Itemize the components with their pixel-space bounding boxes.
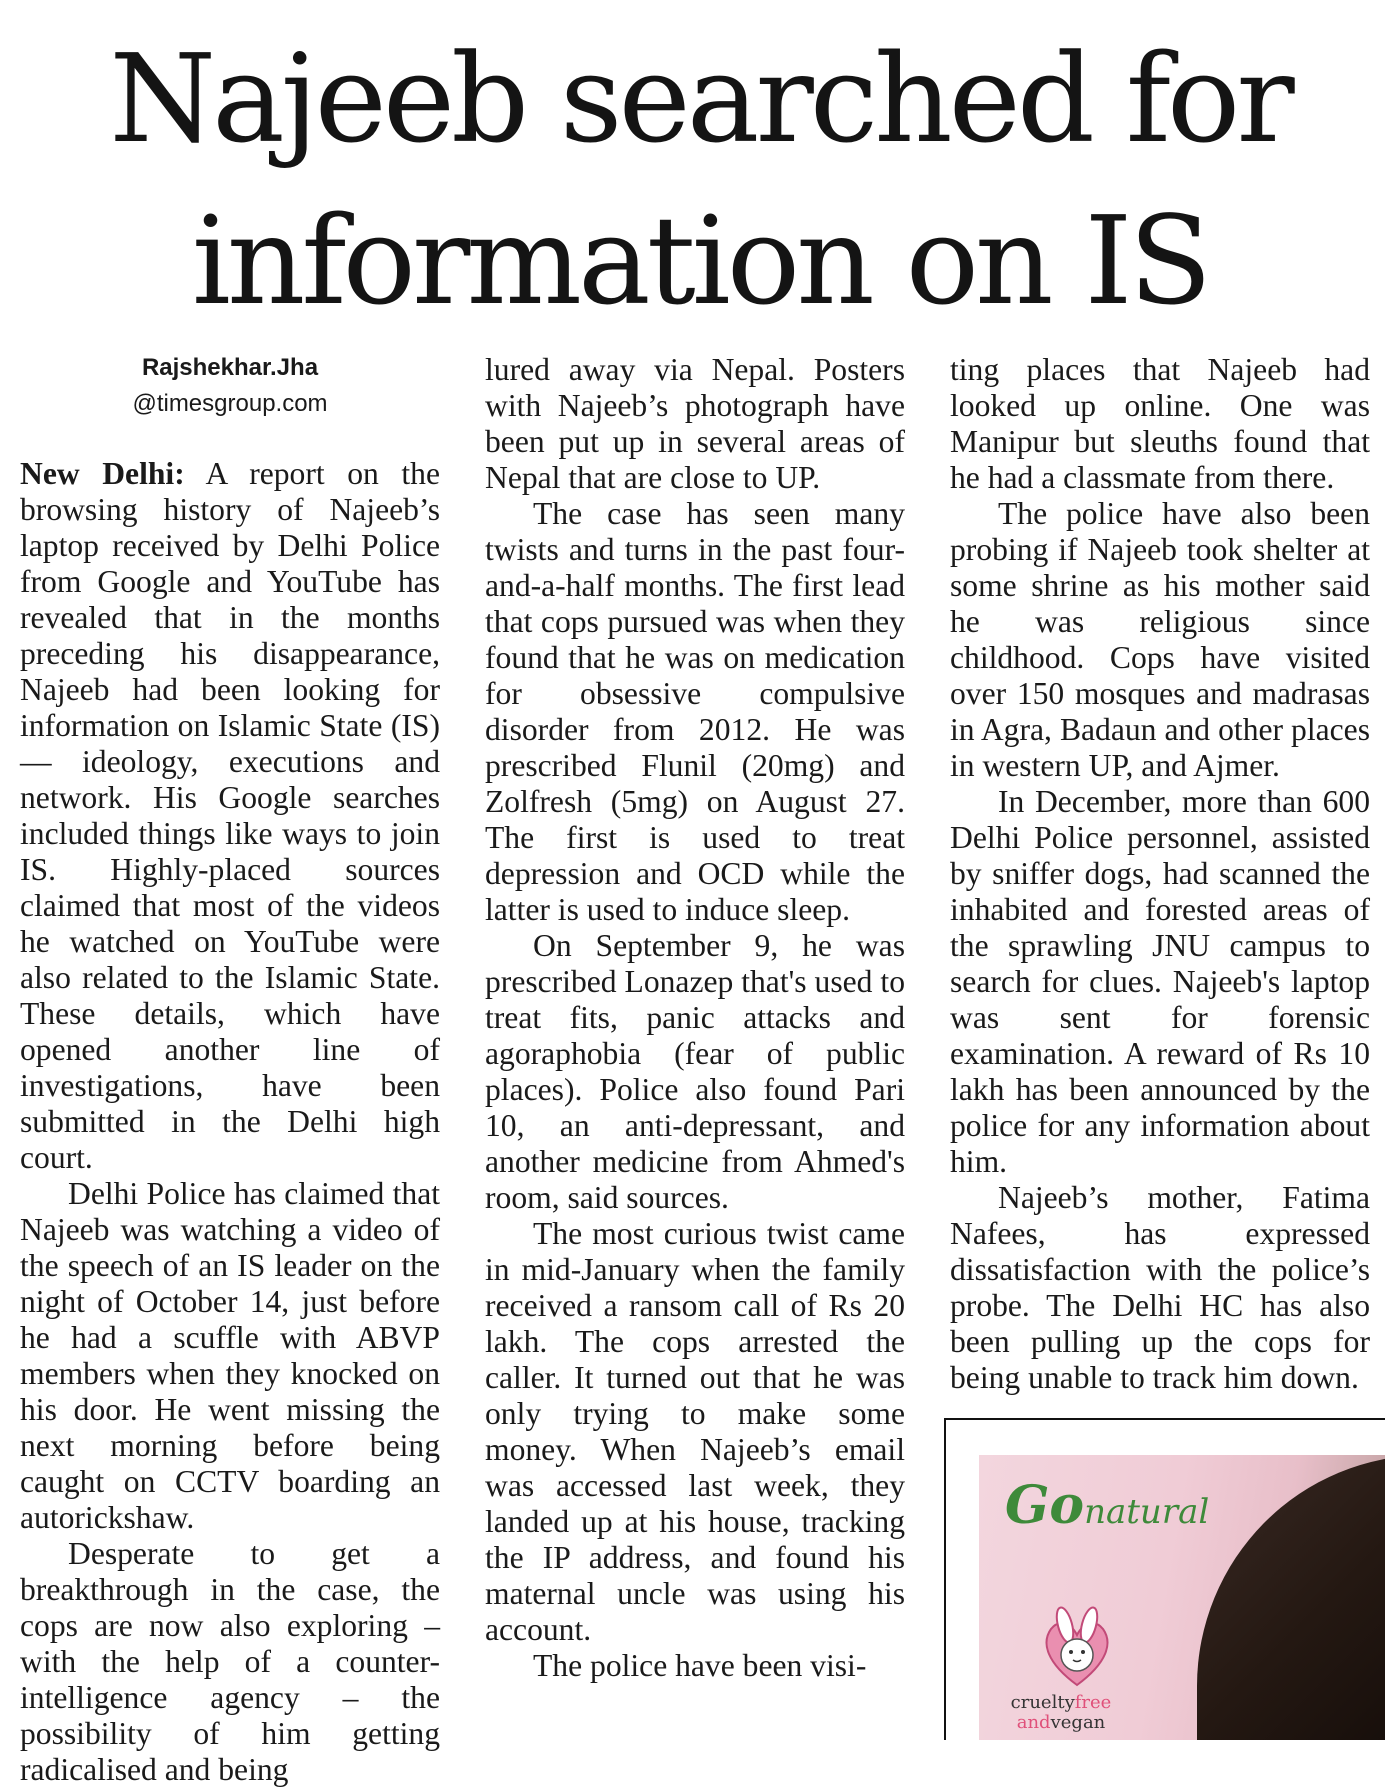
article-column-2	[485, 352, 905, 1684]
bunny-heart-icon	[1037, 1605, 1117, 1693]
article-paragraph: The police have also been probing if Najeeb took shelter at some shrine as his mother said he was religious since childhood. Cops have visited over 150 mosques and madrasas in Agra, Badaun and other places in western UP, and Ajmer.	[950, 496, 1370, 783]
ad-tag-and: and	[1016, 1712, 1051, 1733]
advertisement	[944, 1418, 1385, 1740]
article-paragraph: The case has seen many twists and turns in the past four-and-a-half months. The first lead that cops pursued was when they found that he was on medication for obsessive compulsive disorder from 2012. He was prescribed Flunil (20mg) and Zolfresh (5mg) on August 27. The first is used to treat depression and OCD while the latter is used to induce sleep.	[485, 496, 905, 927]
article-column-1	[20, 352, 440, 1788]
ad-tagline	[1001, 1693, 1121, 1733]
ad-panel	[979, 1455, 1385, 1740]
byline-name: Rajshekhar.Jha	[141, 354, 319, 381]
ad-brand-natural: natural	[1084, 1492, 1210, 1532]
ad-tag-vegan: vegan	[1050, 1712, 1106, 1733]
ad-brand-logo	[1005, 1475, 1209, 1536]
article-paragraph: The most curious twist came in mid-January when the family received a ransom call of Rs 20 lakh. The cops arrested the caller. It turned out that he was only trying to make some money. When Najeeb’s email was accessed last week, they landed up at his house, tracking the IP address, and found his maternal uncle was using his account.	[485, 1216, 905, 1647]
article-paragraph: Najeeb’s mother, Fatima Nafees, has expressed dissatisfaction with the police’s probe. The Delhi HC has also been pulling up the cops for being unable to track him down.	[950, 1180, 1370, 1395]
article-paragraph: lured away via Nepal. Posters with Najeeb’s photograph have been put up in several areas of Nepal that are close to UP.	[485, 352, 905, 495]
dateline: New Delhi:	[20, 456, 185, 491]
article-paragraph	[20, 456, 440, 1176]
byline-email: @timesgroup.com	[132, 390, 328, 417]
ad-brand-go: Go	[1005, 1475, 1085, 1536]
headline-line-2: information on IS	[191, 190, 1209, 332]
article-paragraph: ting places that Najeeb had looked up online. One was Manipur but sleuths found that he had a classmate from there.	[950, 352, 1370, 495]
paragraph-text: A report on the browsing history of Najeeb’s laptop received by Delhi Police from Google and YouTube has revealed that in the months preceding his disappearance, Najeeb had been looking for information on Islamic State (IS) — ideology, executions and network. His Google searches included things like ways to join IS. Highly-placed sources claimed that most of the videos he watched on YouTube were also related to the Islamic State. These details, which have opened another line of investigations, have been submitted in the Delhi high court.	[20, 456, 440, 1175]
article-paragraph: The police have been visi-	[533, 1648, 867, 1683]
article-paragraph: Desperate to get a breakthrough in the case, the cops are now also exploring – with the help of a counter-intelligence agency – the possibility of him getting radicalised and being	[20, 1536, 440, 1787]
headline-line-1: Najeeb searched for	[109, 28, 1291, 170]
ad-tag-cruelty: cruelty	[1010, 1692, 1075, 1713]
ad-hair-image	[1197, 1455, 1385, 1740]
article-paragraph: In December, more than 600 Delhi Police personnel, assisted by sniffer dogs, had scanned the inhabited and forested areas of the sprawling JNU campus to search for clues. Najeeb's laptop was sent for forensic examination. A reward of Rs 10 lakh has been announced by the police for any information about him.	[950, 784, 1370, 1179]
headline	[20, 18, 1380, 342]
byline	[20, 350, 440, 422]
ad-tag-free: free	[1074, 1692, 1112, 1713]
article-column-3	[950, 352, 1370, 1396]
article-paragraph: Delhi Police has claimed that Najeeb was watching a video of the speech of an IS leader on the night of October 14, just before he had a scuffle with ABVP members when they knocked on his door. He went missing the next morning before being caught on CCTV boarding an autorickshaw.	[20, 1176, 440, 1535]
article-paragraph: On September 9, he was prescribed Lonazep that's used to treat fits, panic attacks and agoraphobia (fear of public places). Police also found Pari 10, an anti-depressant, and another medicine from Ahmed's room, said sources.	[485, 928, 905, 1215]
